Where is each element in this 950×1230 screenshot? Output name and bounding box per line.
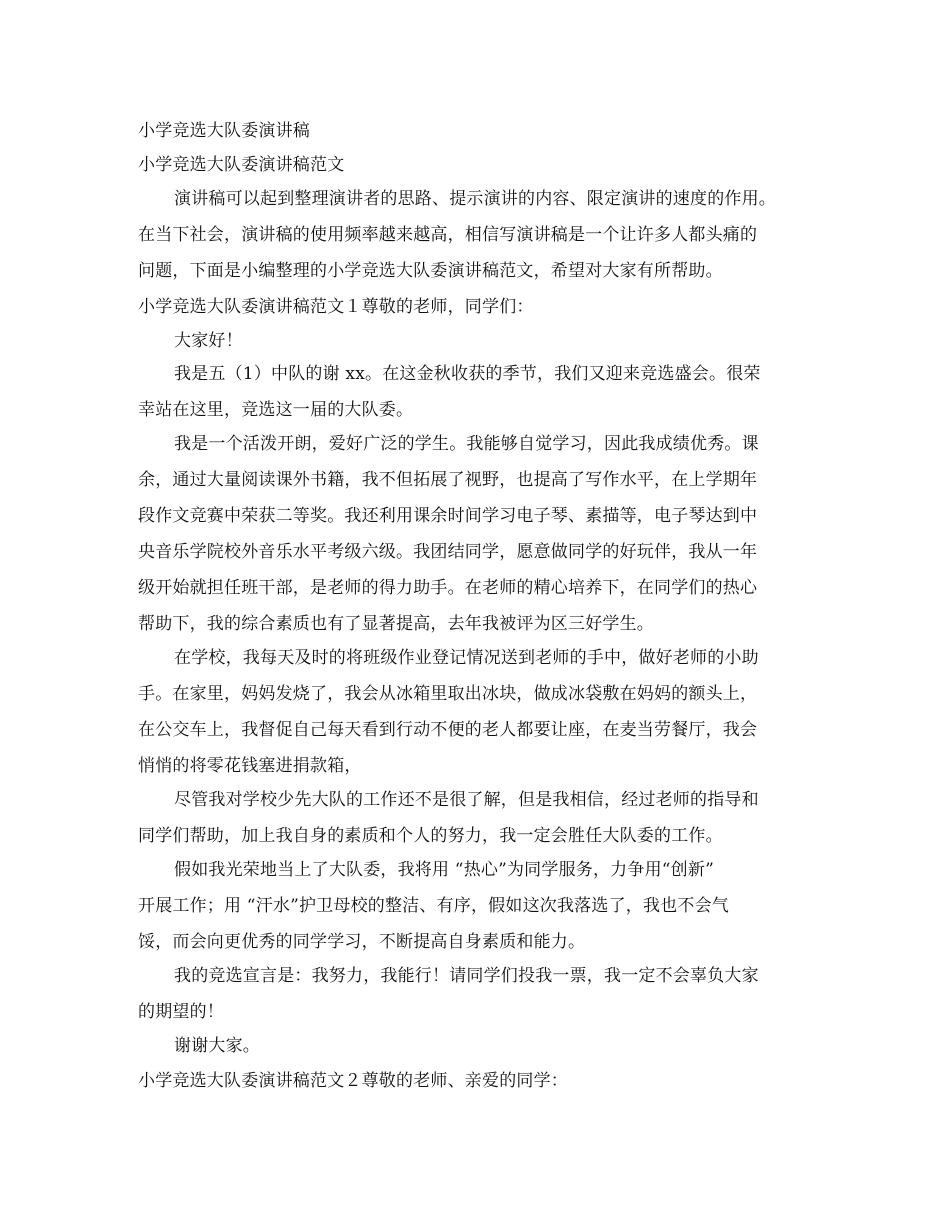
- paragraph-line: 问题，下面是小编整理的小学竞选大队委演讲稿范文，希望对大家有所帮助。: [138, 261, 723, 281]
- paragraph-line: 同学们帮助，加上我自身的素质和个人的努力，我一定会胜任大队委的工作。: [138, 826, 723, 846]
- paragraph-line: 帮助下，我的综合素质也有了显著提高，去年我被评为区三好学生。: [138, 614, 654, 634]
- paragraph-line: 在公交车上，我督促自己每天看到行动不便的老人都要让座，在麦当劳餐厅，我会: [138, 720, 758, 740]
- paragraph-line: 段作文竞赛中荣获二等奖。我还利用课余时间学习电子琴、素描等，电子琴达到中: [138, 506, 758, 526]
- document-subtitle: 小学竞选大队委演讲稿范文: [138, 155, 345, 175]
- section-heading: 小学竞选大队委演讲稿范文１尊敬的老师，同学们：: [138, 297, 534, 317]
- paragraph-line: 开展工作；用 “汗水”护卫母校的整洁、有序，假如这次我落选了，我也不会气: [138, 896, 729, 916]
- paragraph-line: 级开始就担任班干部，是老师的得力助手。在老师的精心培养下，在同学们的热心: [138, 578, 758, 598]
- document-title: 小学竞选大队委演讲稿: [138, 121, 310, 141]
- paragraph-line: 我的竞选宣言是：我努力，我能行！请同学们投我一票，我一定不会辜负大家: [174, 966, 759, 986]
- paragraph-line: 的期望的！: [138, 1002, 224, 1022]
- paragraph-line: 馁，而会向更优秀的同学学习，不断提高自身素质和能力。: [138, 932, 586, 952]
- paragraph-line: 幸站在这里，竞选这一届的大队委。: [138, 400, 414, 420]
- paragraph-line: 演讲稿可以起到整理演讲者的思路、提示演讲的内容、限定演讲的速度的作用。: [174, 189, 776, 209]
- paragraph-line: 假如我光荣地当上了大队委，我将用 “热心”为同学服务，力争用“创新”: [174, 860, 714, 880]
- paragraph-line: 手。在家里，妈妈发烧了，我会从冰箱里取出冰块，做成冰袋敷在妈妈的额头上，: [138, 684, 758, 704]
- paragraph-line: 谢谢大家。: [174, 1036, 260, 1056]
- paragraph-line: 余，通过大量阅读课外书籍，我不但拓展了视野，也提高了写作水平，在上学期年: [138, 470, 758, 490]
- paragraph-line: 央音乐学院校外音乐水平考级六级。我团结同学，愿意做同学的好玩伴，我从一年: [138, 542, 758, 562]
- section-heading: 小学竞选大队委演讲稿范文２尊敬的老师、亲爱的同学：: [138, 1071, 568, 1091]
- paragraph-line: 在学校，我每天及时的将班级作业登记情况送到老师的手中，做好老师的小助: [174, 648, 759, 668]
- paragraph-line: 我是五（1）中队的谢 xx。在这金秋收获的季节，我们又迎来竞选盛会。很荣: [174, 364, 761, 384]
- paragraph-line: 悄悄的将零花钱塞进捐款箱，: [138, 756, 362, 776]
- paragraph-line: 我是一个活泼开朗，爱好广泛的学生。我能够自觉学习，因此我成绩优秀。课: [174, 434, 759, 454]
- paragraph-line: 尽管我对学校少先大队的工作还不是很了解，但是我相信，经过老师的指导和: [174, 790, 759, 810]
- paragraph-line: 大家好！: [174, 331, 243, 351]
- paragraph-line: 在当下社会，演讲稿的使用频率越来越高，相信写演讲稿是一个让许多人都头痛的: [138, 225, 758, 245]
